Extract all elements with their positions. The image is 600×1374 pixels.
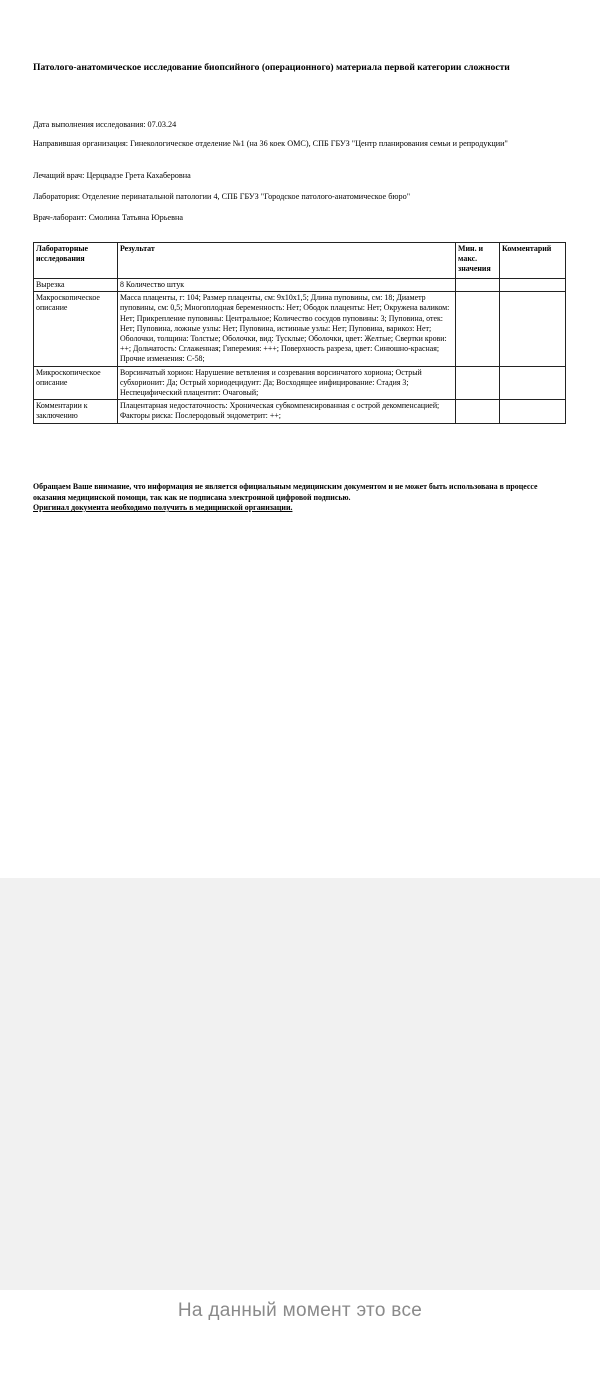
table-row bbox=[34, 400, 566, 423]
table-row bbox=[34, 292, 566, 366]
row-study: Комментарии к заключению bbox=[34, 400, 118, 423]
row-range bbox=[456, 279, 500, 292]
table-row bbox=[34, 279, 566, 292]
row-result: Масса плаценты, г: 104; Размер плаценты, см: 9х10х1,5; Длина пуповины, см: 18; Диаметр пуповины, см: 0,5; Многоплодная беременность: Нет; Ободок плаценты: Нет; Окружена валиком: Нет; Прикрепление пуповины: Центральное; Количество сосудов пуповины: 3; Пуповина, отек: Нет; Пуповина, ложные узлы: Нет; Пуповина, истинные узлы: Нет; Пуповина, варикоз: Нет; Оболочки, толщина: Толстые; Оболочки, вид: Тусклые; Оболочки, цвет: Желтые; Свертки крови: ++; Дольчатость: Сглаженная; Гиперемия: +++; Поверхность разреза, цвет: Синюшно-красная; Прочие изменения: С-58; bbox=[117, 292, 455, 366]
row-result: Ворсинчатый хорион: Нарушение ветвления и созревания ворсинчатого хориона; Острый субхорионит: Да; Острый хориодецидуит: Да; Восходящее инфицирование: Стадия 3; Неспецифический плацентит: Очаговый; bbox=[117, 366, 455, 400]
row-result: Плацентарная недостаточность: Хроническая субкомпенсированная с острой декомпенсацией; Факторы риска: Послеродовый эндометрит: ++; bbox=[117, 400, 455, 423]
row-study: Макроскопическое описание bbox=[34, 292, 118, 366]
doctor-line: Лечащий врач: Церцвадзе Грета Кахаберовна bbox=[33, 171, 191, 180]
row-comment bbox=[500, 292, 566, 366]
header-comment: Комментарий bbox=[500, 243, 566, 279]
row-result: 8 Количество штук bbox=[117, 279, 455, 292]
row-range bbox=[456, 400, 500, 423]
lab-doctor-line: Врач-лаборант: Смолина Татьяна Юрьевна bbox=[33, 213, 183, 222]
disclaimer-original-note: Оригинал документа необходимо получить в медицинской организации. bbox=[33, 503, 293, 512]
disclaimer-text: Обращаем Ваше внимание, что информация не является официальным медицинским документом и не может быть использована в процессе оказания медицинской помощи, так как не подписана электронной цифровой подписью. bbox=[33, 482, 538, 502]
referring-org-line: Направившая организация: Гинекологическое отделение №1 (на 36 коек ОМС), СПБ ГБУЗ "Центр планирования семьи и репродукции" bbox=[33, 139, 508, 148]
end-of-content-message: На данный момент это все bbox=[177, 1300, 423, 1321]
row-range bbox=[456, 366, 500, 400]
table-header-row bbox=[34, 243, 566, 279]
lab-line: Лаборатория: Отделение перинатальной патологии 4, СПБ ГБУЗ "Городское патолого-анатомическое бюро" bbox=[33, 192, 411, 201]
row-comment bbox=[500, 279, 566, 292]
date-line: Дата выполнения исследования: 07.03.24 bbox=[33, 120, 177, 129]
results-table bbox=[33, 242, 566, 424]
row-comment bbox=[500, 400, 566, 423]
table-row bbox=[34, 366, 566, 400]
row-study: Микроскопическое описание bbox=[34, 366, 118, 400]
disclaimer-notice bbox=[33, 482, 563, 514]
header-study: Лабораторные исследования bbox=[34, 243, 118, 279]
row-range bbox=[456, 292, 500, 366]
header-range: Мин. и макс. значения bbox=[456, 243, 500, 279]
document-title: Патолого-анатомическое исследование биопсийного (операционного) материала первой категории сложности bbox=[33, 62, 510, 73]
row-study: Вырезка bbox=[34, 279, 118, 292]
header-result: Результат bbox=[117, 243, 455, 279]
empty-area bbox=[0, 878, 600, 1290]
row-comment bbox=[500, 366, 566, 400]
